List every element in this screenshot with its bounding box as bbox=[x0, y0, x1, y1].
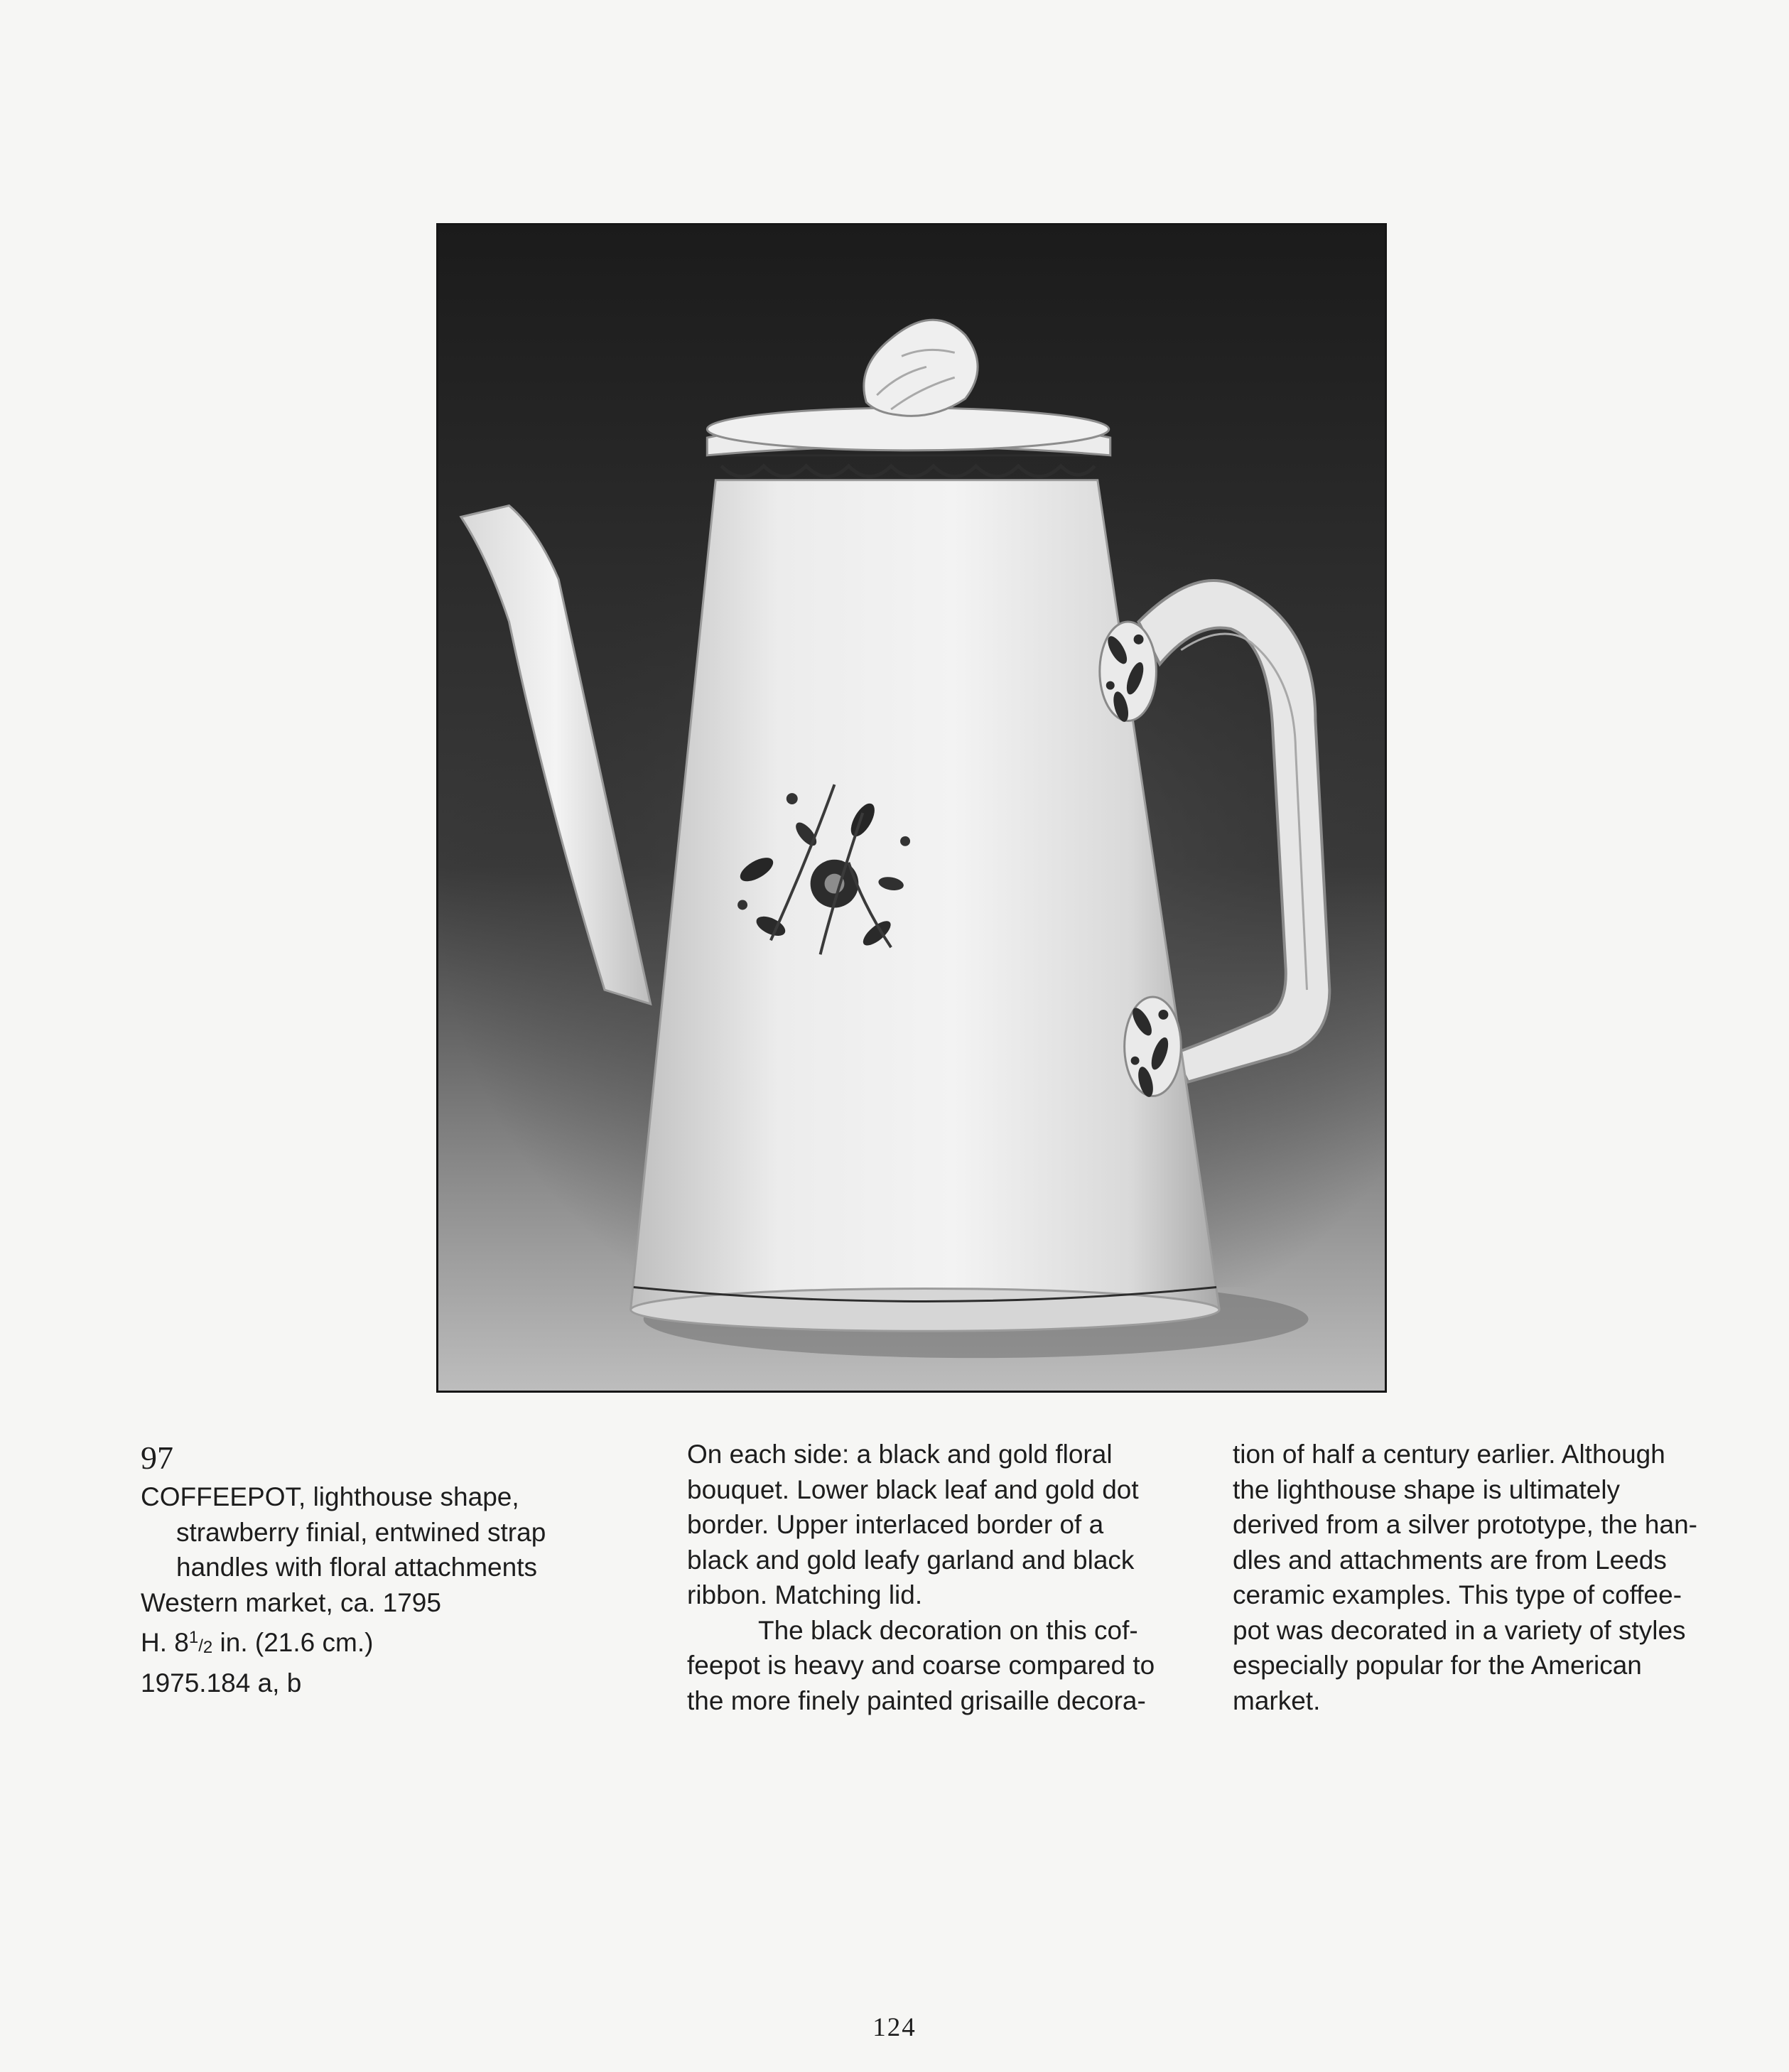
entry-number: 97 bbox=[141, 1440, 173, 1476]
text-line: feepot is heavy and coarse compared to bbox=[687, 1651, 1155, 1680]
catalog-line: Western market, ca. 1795 bbox=[141, 1587, 441, 1617]
catalog-line: COFFEEPOT, lighthouse shape, bbox=[141, 1482, 519, 1511]
text-line: the more finely painted grisaille decora- bbox=[687, 1685, 1146, 1715]
fraction-slash: / bbox=[198, 1636, 203, 1656]
coffeepot-photograph bbox=[436, 223, 1387, 1393]
text-line: especially popular for the American bbox=[1233, 1651, 1642, 1680]
text-line: The black decoration on this cof- bbox=[758, 1615, 1138, 1645]
fraction-numerator: 1 bbox=[188, 1628, 199, 1647]
text-line: black and gold leafy garland and black bbox=[687, 1545, 1135, 1575]
text-line: On each side: a black and gold floral bbox=[687, 1440, 1113, 1469]
dimension-prefix: H. 8 bbox=[141, 1628, 189, 1657]
coffeepot-illustration bbox=[438, 225, 1385, 1391]
text-line: derived from a silver prototype, the han- bbox=[1233, 1510, 1697, 1539]
floral-attachment-lower bbox=[1125, 997, 1182, 1099]
fraction-denominator: 2 bbox=[202, 1638, 213, 1657]
text-line: border. Upper interlaced border of a bbox=[687, 1510, 1104, 1539]
page-number: 124 bbox=[872, 2013, 917, 2042]
catalog-entry bbox=[141, 1479, 595, 1700]
dimension-suffix: in. (21.6 cm.) bbox=[212, 1628, 374, 1657]
floral-attachment-upper bbox=[1100, 622, 1157, 723]
text-line: market. bbox=[1233, 1685, 1321, 1715]
body-text-column-2 bbox=[687, 1437, 1170, 1718]
catalog-dimensions bbox=[141, 1620, 595, 1666]
text-line: dles and attachments are from Leeds bbox=[1233, 1545, 1667, 1575]
text-line: the lighthouse shape is ultimately bbox=[1233, 1474, 1621, 1504]
text-line: ribbon. Matching lid. bbox=[687, 1580, 923, 1609]
catalog-line: strawberry finial, entwined strap bbox=[176, 1517, 546, 1547]
text-line: bouquet. Lower black leaf and gold dot bbox=[687, 1474, 1139, 1504]
text-line: pot was decorated in a variety of styles bbox=[1233, 1615, 1686, 1645]
catalog-line: 1975.184 a, b bbox=[141, 1668, 302, 1698]
text-line: ceramic examples. This type of coffee- bbox=[1233, 1580, 1682, 1609]
body-text-column-3 bbox=[1233, 1437, 1723, 1718]
catalog-line: handles with floral attachments bbox=[176, 1553, 537, 1582]
text-line: tion of half a century earlier. Although bbox=[1233, 1440, 1665, 1469]
